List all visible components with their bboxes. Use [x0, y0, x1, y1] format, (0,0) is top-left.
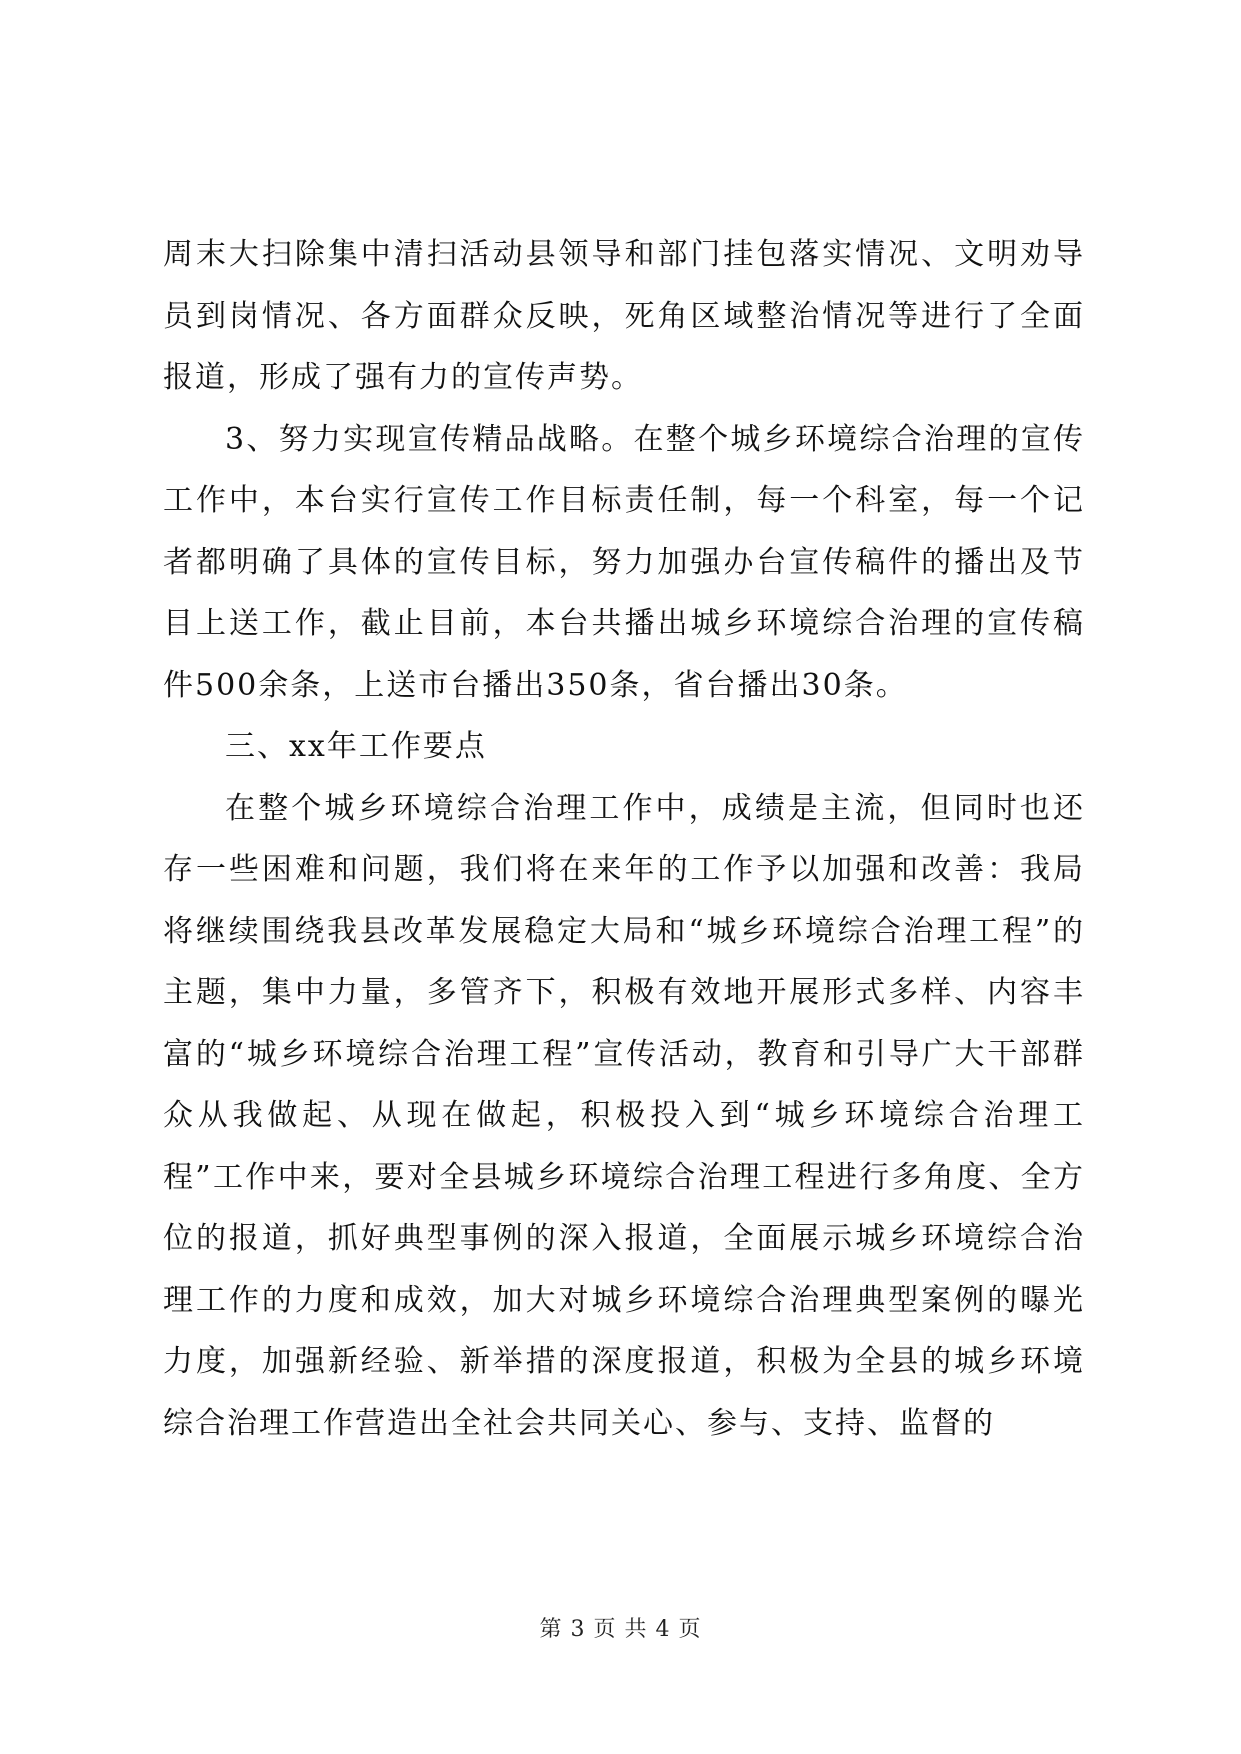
paragraph-continuation: 周末大扫除集中清扫活动县领导和部门挂包落实情况、文明劝导员到岗情况、各方面群众反映，死角区域整治情况等进行了全面报道，形成了强有力的宣传声势。 — [163, 237, 1085, 395]
page-footer: 第 3 页 共 4 页 — [539, 1617, 702, 1642]
paragraph-work-points: 在整个城乡环境综合治理工作中，成绩是主流，但同时也还存一些困难和问题，我们将在来年的工作予以加强和改善：我局将继续围绕我县改革发展稳定大局和“城乡环境综合治理工程”的主题，集中力量，多管齐下，积极有效地开展形式多样、内容丰富的“城乡环境综合治理工程”宣传活动，教育和引导广大干部群众从我做起、从现在做起，积极投入到“城乡环境综合治理工程”工作中来，要对全县城乡环境综合治理工程进行多角度、全方位的报道，抓好典型事例的深入报道，全面展示城乡环境综合治理工作的力度和成效，加大对城乡环境综合治理典型案例的曝光力度，加强新经验、新举措的深度报道，积极为全县的城乡环境综合治理工作营造出全社会共同关心、参与、支持、监督的 — [163, 790, 1085, 1441]
document-body — [163, 224, 1085, 1454]
section-heading: 三、xx年工作要点 — [225, 729, 487, 764]
paragraph-item-3: 3、努力实现宣传精品战略。在整个城乡环境综合治理的宣传工作中，本台实行宣传工作目标责任制，每一个科室，每一个记者都明确了具体的宣传目标，努力加强办台宣传稿件的播出及节目上送工作，截止目前，本台共播出城乡环境综合治理的宣传稿件500余条，上送市台播出350条，省台播出30条。 — [163, 421, 1085, 703]
